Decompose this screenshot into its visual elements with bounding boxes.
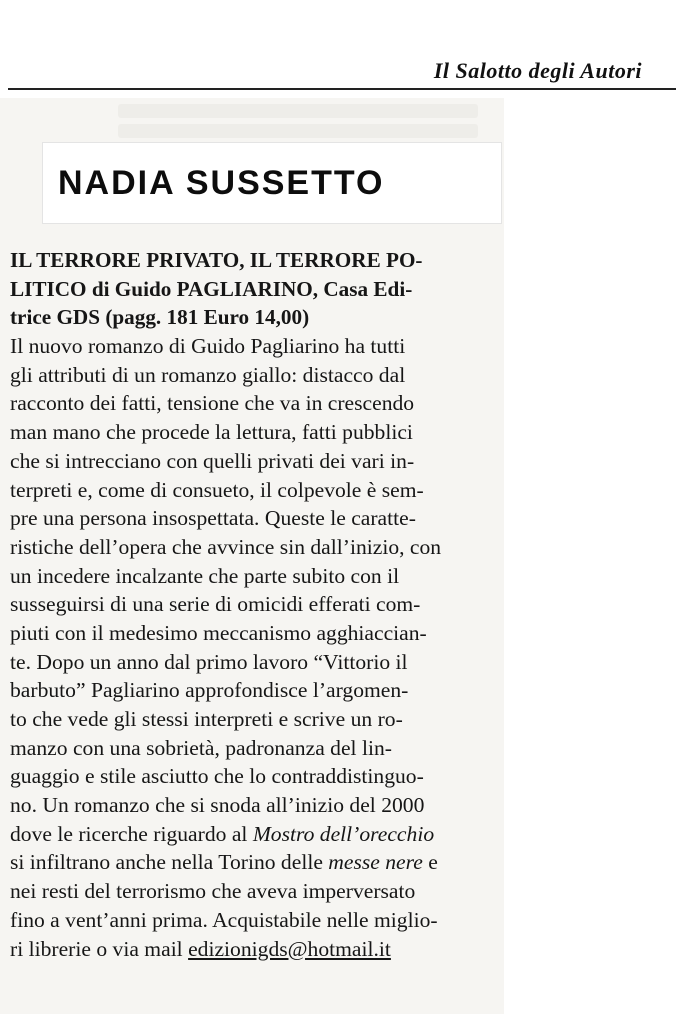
author-name: NADIA SUSSETTO bbox=[58, 164, 385, 202]
line-text: e bbox=[422, 850, 438, 875]
review-body-line: no. Un romanzo che si snoda all’inizio del 2000 bbox=[10, 793, 425, 818]
review-body-line: che si intrecciano con quelli privati dei vari in- bbox=[10, 448, 415, 473]
review-body-line: fino a vent’anni prima. Acquistabile nelle miglio- bbox=[10, 907, 438, 932]
review-body-line: pre una persona insospettata. Queste le caratte- bbox=[10, 506, 416, 531]
publication-header-title: Il Salotto degli Autori bbox=[433, 58, 642, 83]
review-body-line: nei resti del terrorismo che aveva imperversato bbox=[10, 879, 416, 904]
header-divider bbox=[8, 88, 676, 90]
review-body-line: terpreti e, come di consueto, il colpevole è sem- bbox=[10, 477, 424, 502]
review-body-line: to che vede gli stessi interpreti e scrive un ro- bbox=[10, 707, 403, 731]
bleed-through-shadow bbox=[118, 124, 478, 138]
review-heading-line: trice GDS (pagg. 181 Euro 14,00) bbox=[10, 305, 310, 330]
line-text: si infiltrano anche nella Torino delle bbox=[10, 850, 329, 875]
review-body-line: un incedere incalzante che parte subito con il bbox=[10, 563, 400, 588]
review-body-line: racconto dei fatti, tensione che va in crescendo bbox=[10, 391, 415, 416]
review-body-line: Il nuovo romanzo di Guido Pagliarino ha tutti bbox=[10, 334, 406, 359]
review-body-line: guaggio e stile asciutto che lo contraddistinguo- bbox=[10, 764, 424, 789]
line-text: ri librerie o via mail bbox=[10, 936, 189, 961]
review-heading-line: LITICO di Guido PAGLIARINO, Casa Edi- bbox=[10, 276, 413, 301]
review-body-line bbox=[10, 848, 498, 877]
bleed-through-shadow bbox=[118, 104, 478, 118]
review-body-line: susseguirsi di una serie di omicidi efferati com- bbox=[10, 592, 421, 617]
italic-term-messe-nere: messe nere bbox=[328, 850, 423, 875]
review-body-line: barbuto” Pagliarino approfondisce l’argomen- bbox=[10, 678, 409, 703]
review-body-line bbox=[10, 820, 498, 849]
review-body-line bbox=[10, 935, 498, 964]
review-heading-line: IL TERRORE PRIVATO, IL TERRORE PO- bbox=[10, 248, 423, 272]
review-body-line: ristiche dell’opera che avvince sin dall’inizio, con bbox=[10, 534, 442, 559]
italic-title-mostro: Mostro dell’orecchio bbox=[252, 821, 435, 846]
email-link[interactable]: edizionigds@hotmail.it bbox=[188, 936, 391, 961]
review-body-line: manzo con una sobrietà, padronanza del lin- bbox=[10, 735, 392, 760]
review-body-line: piuti con il medesimo meccanismo agghiaccian- bbox=[10, 620, 427, 645]
review-body-line: gli attributi di un romanzo giallo: distacco dal bbox=[10, 362, 406, 387]
review-body-line: man mano che procede la lettura, fatti pubblici bbox=[10, 420, 413, 445]
review-body-line: te. Dopo un anno dal primo lavoro “Vittorio il bbox=[10, 649, 408, 674]
review-article bbox=[10, 246, 498, 963]
line-text: dove le ricerche riguardo al bbox=[10, 821, 253, 846]
